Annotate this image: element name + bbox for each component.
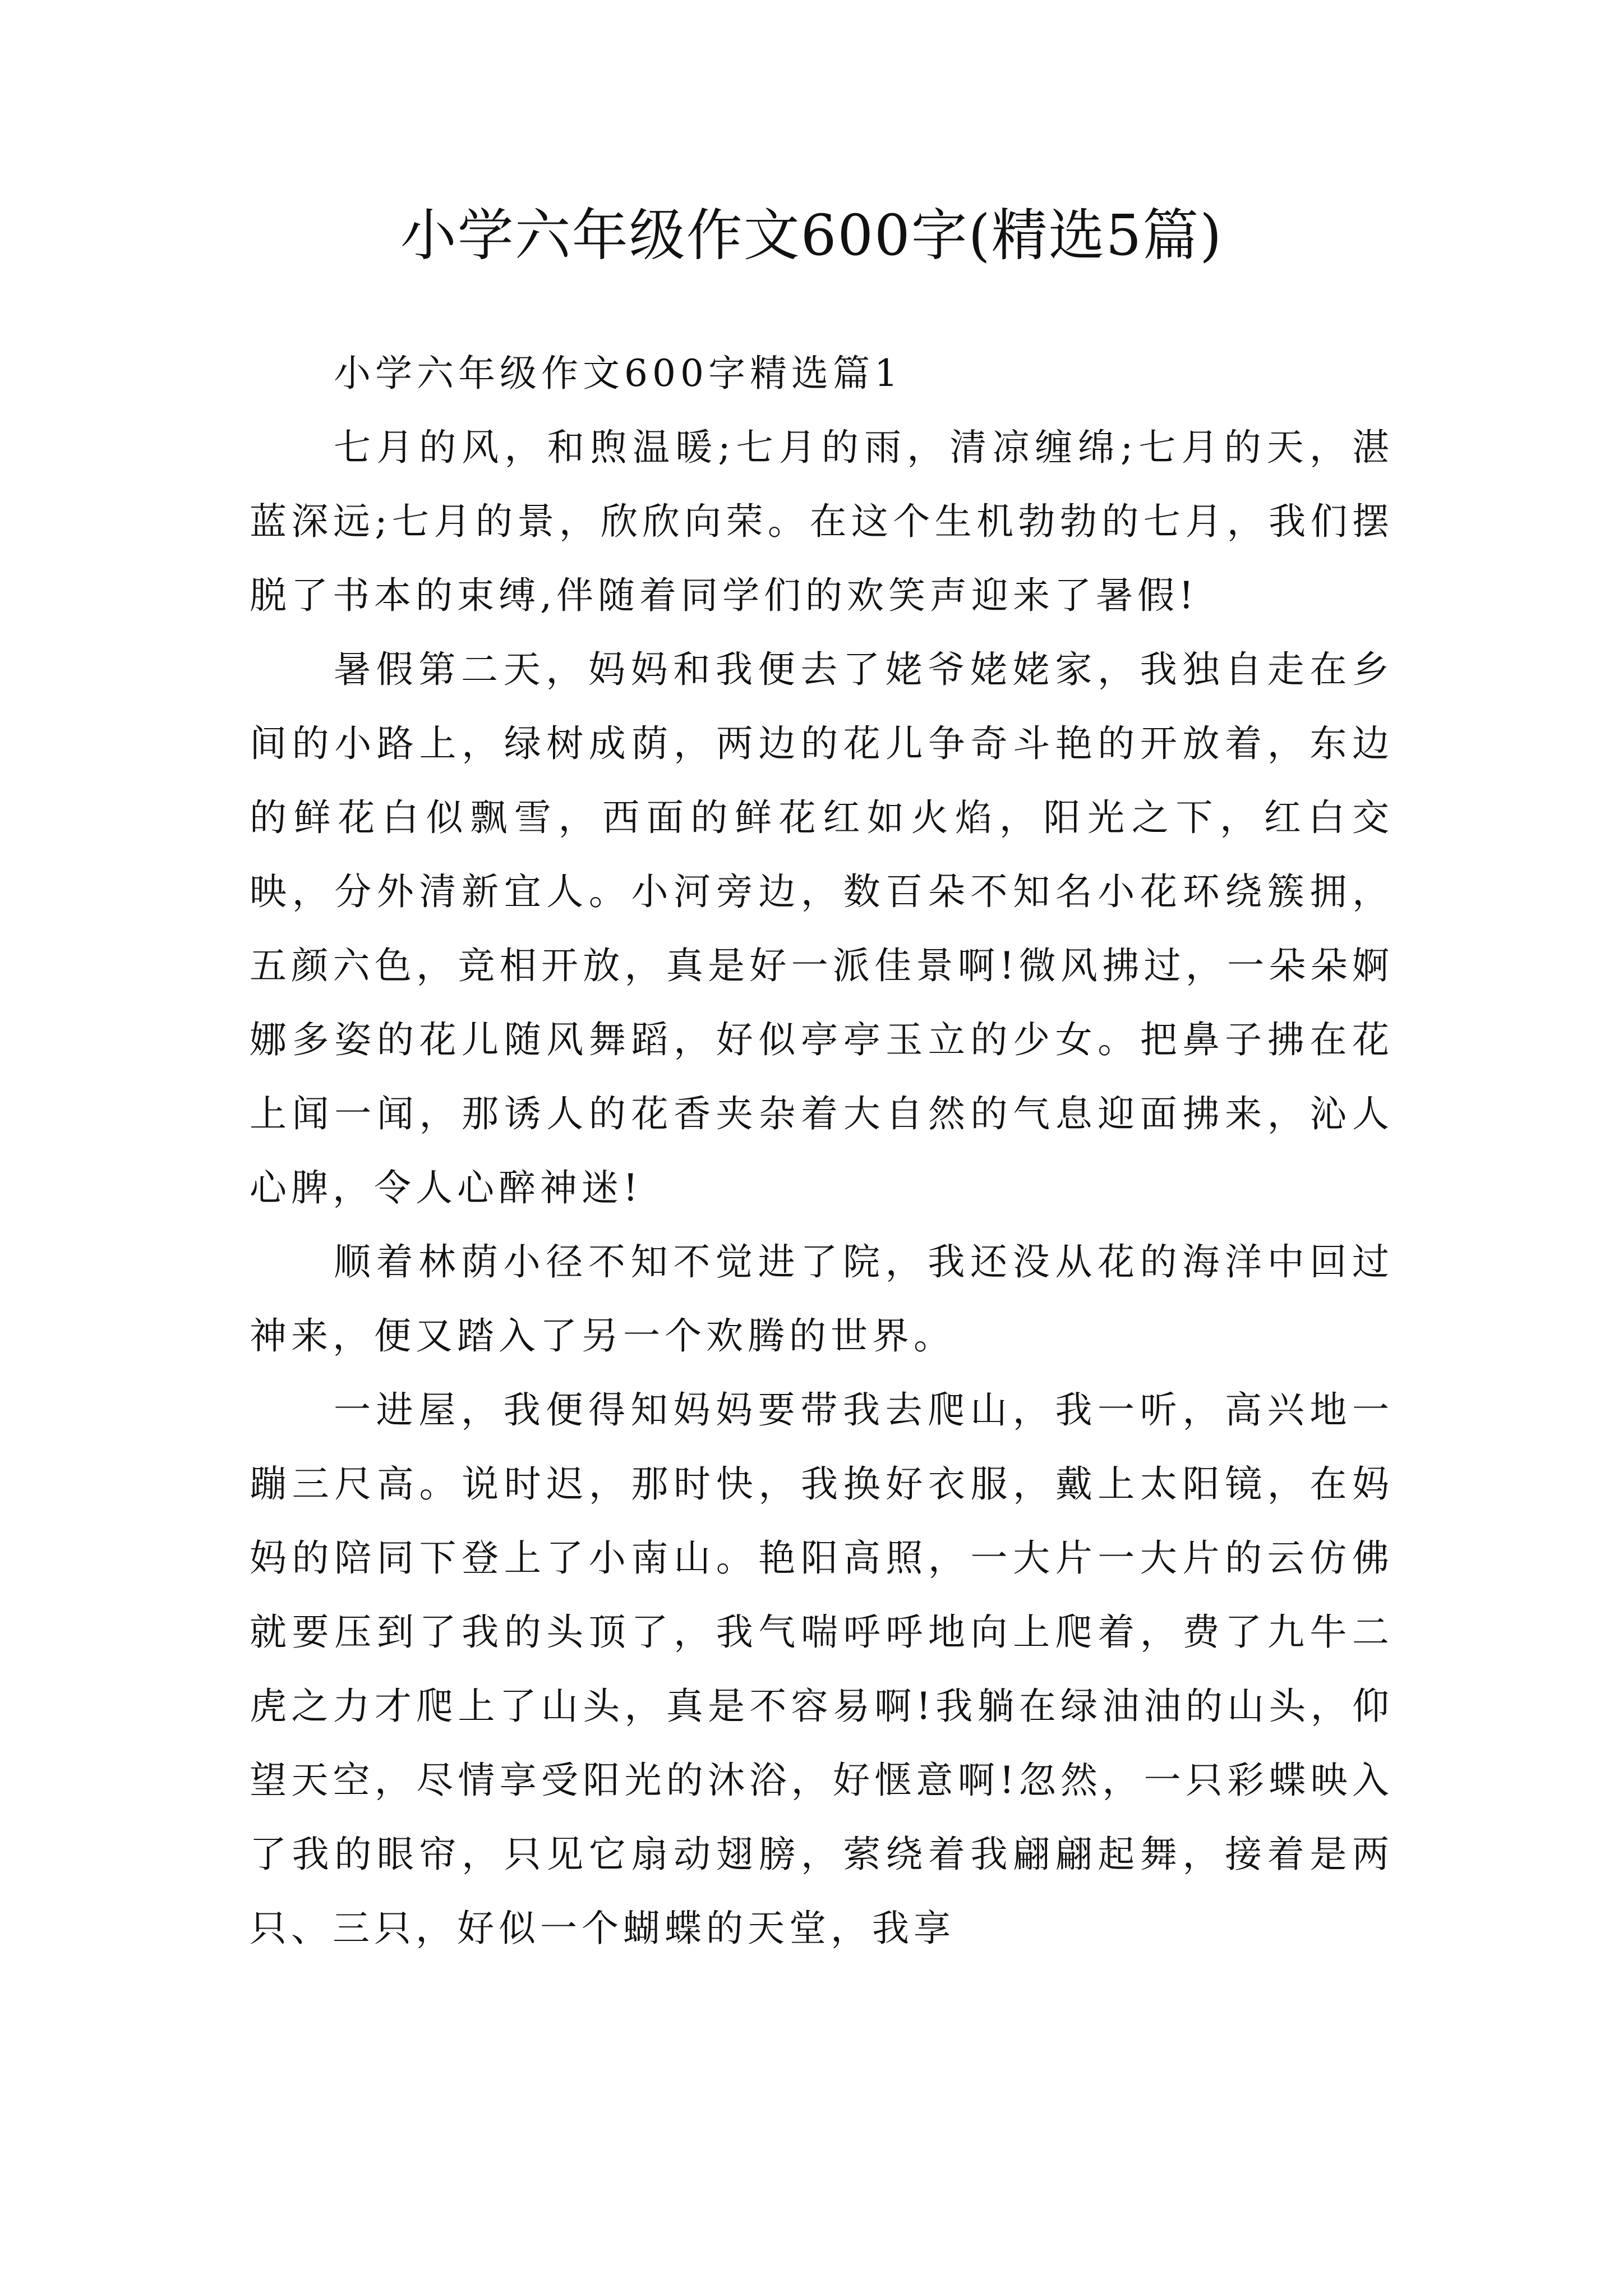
paragraph-3: 顺着林荫小径不知不觉进了院，我还没从花的海洋中回过神来，便又踏入了另一个欢腾的世界。	[250, 1240, 1394, 1358]
paragraph-4: 一进屋，我便得知妈妈要带我去爬山，我一听，高兴地一蹦三尺高。说时迟，那时快，我换好衣服，戴上太阳镜，在妈妈的陪同下登上了小南山。艳阳高照，一大片一大片的云仿佛就要压到了我的头顶了，我气喘呼呼地向上爬着，费了九牛二虎之力才爬上了山头，真是不容易啊!我躺在绿油油的山头，仰望天空，尽情享受阳光的沐浴，好惬意啊!忽然，一只彩蝶映入了我的眼帘，只见它扇动翅膀，萦绕着我翩翩起舞，接着是两只、三只，好似一个蝴蝶的天堂，我享	[250, 1388, 1394, 1950]
paragraph-1: 七月的风，和煦温暖;七月的雨，清凉缠绵;七月的天，湛蓝深远;七月的景，欣欣向荣。在这个生机勃勃的七月，我们摆脱了书本的束缚,伴随着同学们的欢笑声迎来了暑假!	[250, 426, 1394, 617]
section-heading: 小学六年级作文600字精选篇1	[334, 352, 902, 395]
document-body	[250, 337, 1394, 1966]
document-title: 小学六年级作文600字(精选5篇)	[400, 203, 1223, 268]
paragraph-2: 暑假第二天，妈妈和我便去了姥爷姥姥家，我独自走在乡间的小路上，绿树成荫，两边的花儿争奇斗艳的开放着，东边的鲜花白似飘雪，西面的鲜花红如火焰，阳光之下，红白交映，分外清新宜人。小河旁边，数百朵不知名小花环绕簇拥，五颜六色，竞相开放，真是好一派佳景啊!微风拂过，一朵朵婀娜多姿的花儿随风舞蹈，好似亭亭玉立的少女。把鼻子拂在花上闻一闻，那诱人的花香夹杂着大自然的气息迎面拂来，沁人心脾，令人心醉神迷!	[250, 648, 1394, 1209]
